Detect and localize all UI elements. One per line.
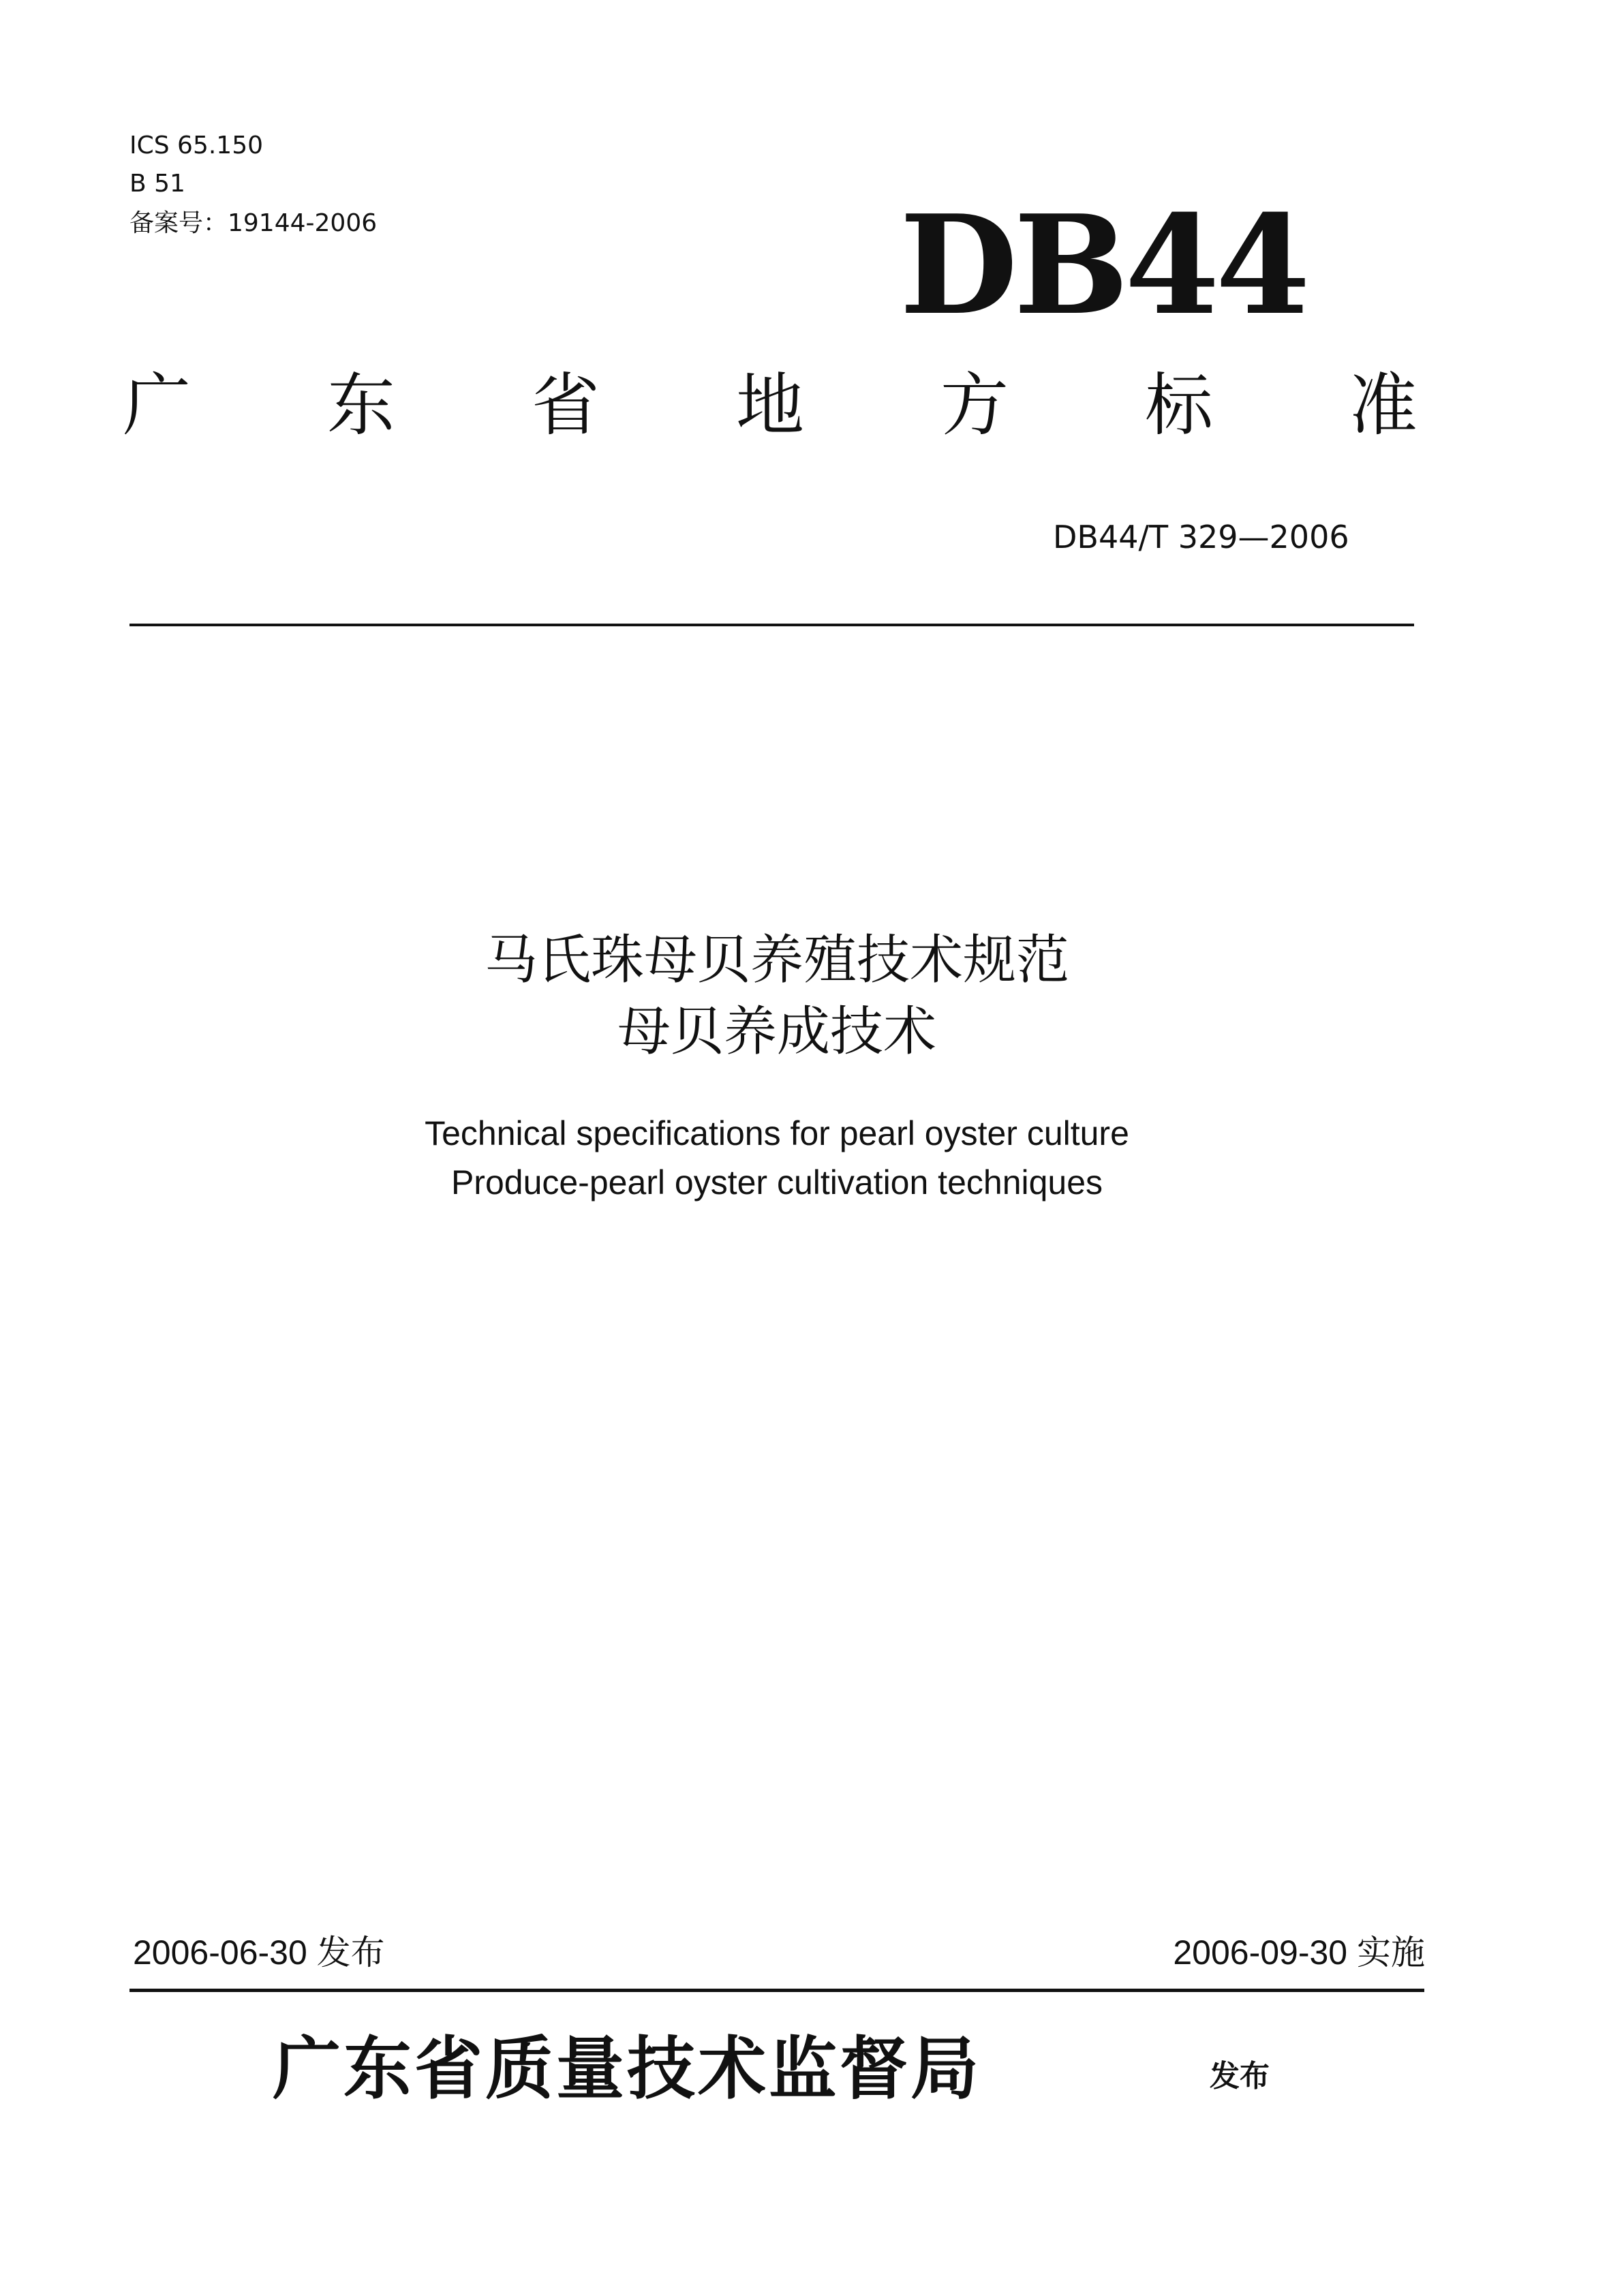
standard-type-char: 东 [327,365,395,445]
standard-logo: DB44 [900,185,1306,346]
ccs-code: B 51 [129,170,185,198]
english-title-line-1: Technical specifications for pearl oyster culture [425,1114,1129,1152]
chinese-title-line-2: 母贝养成技术 [617,1001,936,1062]
issuer-suffix: 发布 [1210,2059,1270,2094]
english-title-line-2: Produce-pearl oyster cultivation techniques [450,1163,1103,1201]
issuing-authority: 广东省质量技术监督局 [273,2028,981,2109]
top-divider [129,624,1414,626]
chinese-title-line-1: 马氏珠母贝养殖技术规范 [484,930,1069,991]
standard-type-char: 方 [940,365,1009,445]
standard-type-char: 标 [1145,365,1213,445]
standard-number: DB44/T 329—2006 [1053,519,1349,555]
standard-type-heading [123,365,1418,445]
filing-number: 备案号：19144-2006 [129,209,378,237]
bottom-divider [129,1989,1424,1992]
implementation-date: 2006-09-30 实施 [1173,1933,1425,1972]
standard-type-char: 广 [123,365,191,445]
standard-type-char: 准 [1349,365,1418,445]
ics-code: ICS 65.150 [129,132,264,159]
standard-type-char: 地 [736,365,804,445]
issue-date: 2006-06-30 发布 [133,1933,385,1972]
standard-type-char: 省 [532,365,600,445]
